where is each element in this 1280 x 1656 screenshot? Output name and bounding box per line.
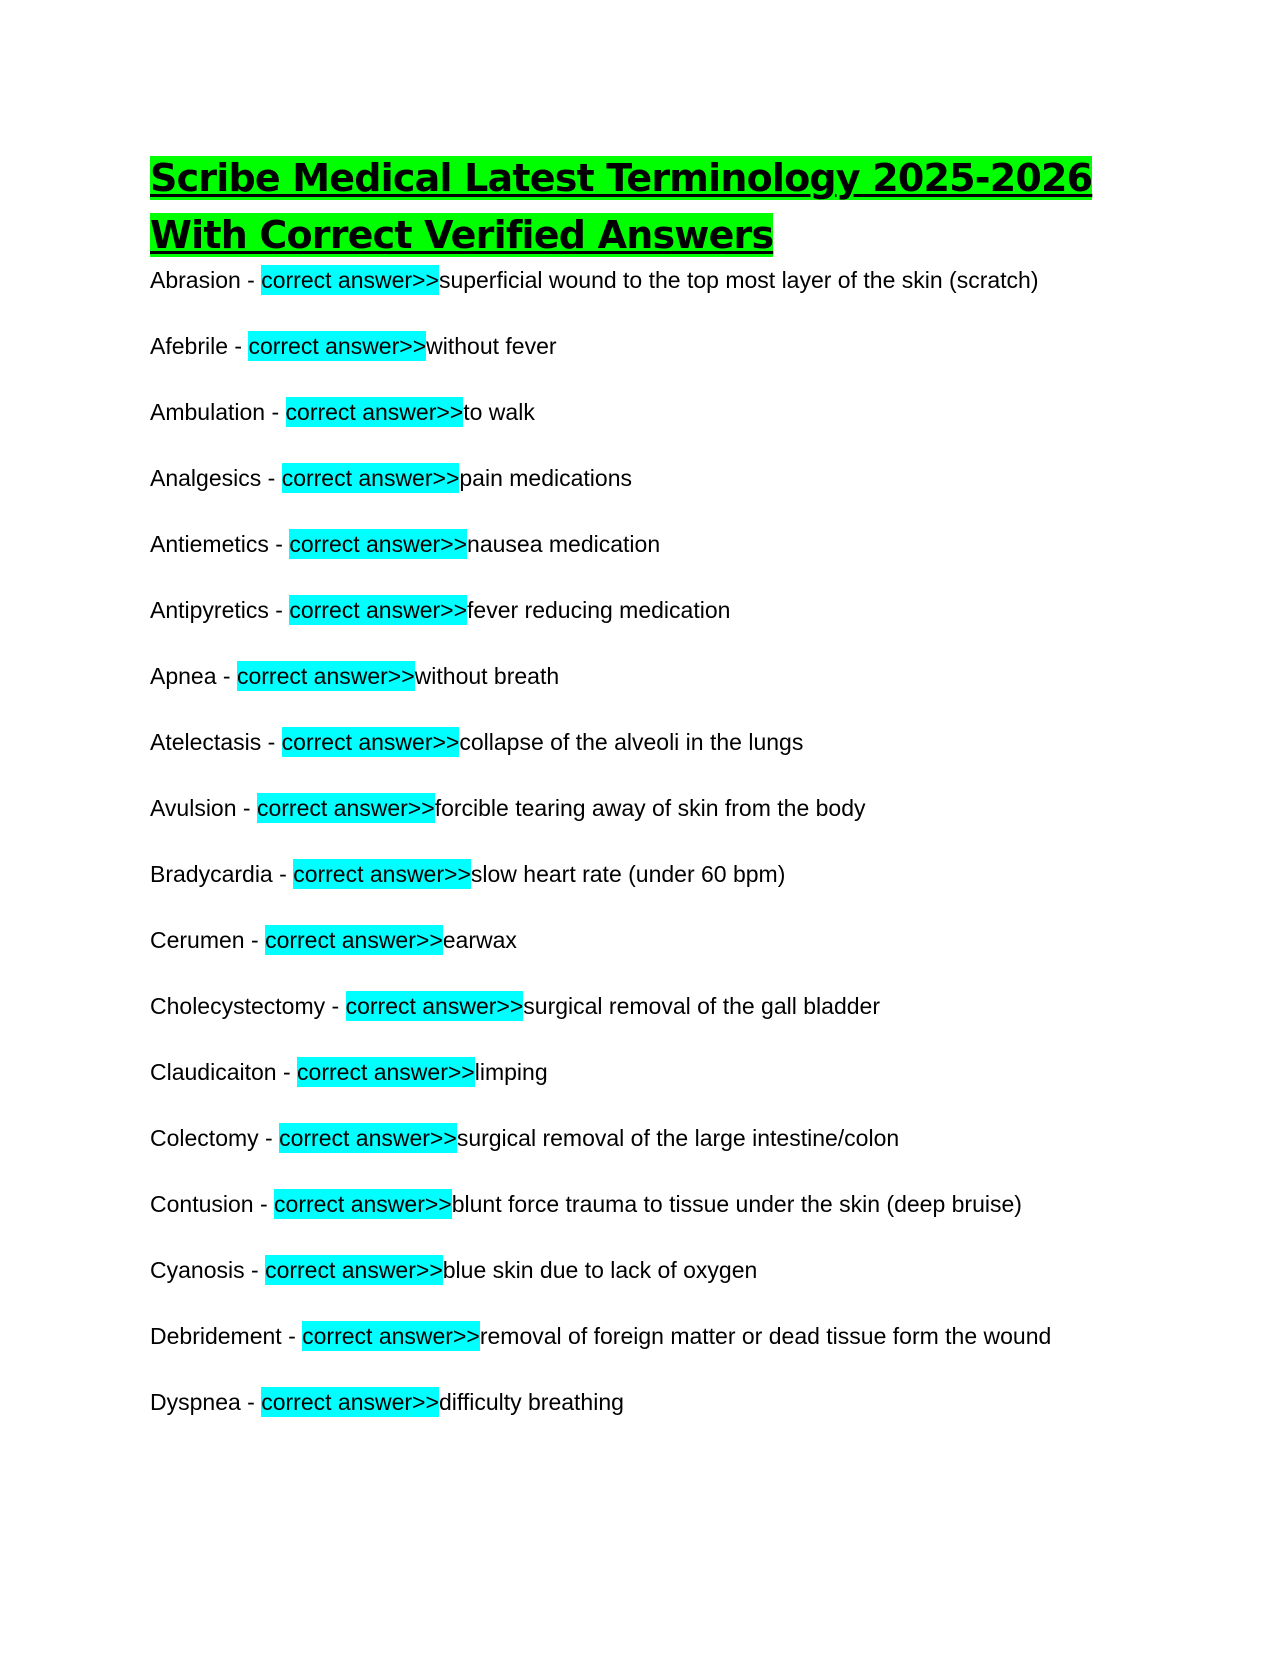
term-name: Atelectasis — [150, 729, 262, 755]
term-name: Contusion — [150, 1191, 254, 1217]
term-name: Ambulation — [150, 399, 266, 425]
term-name: Debridement — [150, 1323, 282, 1349]
answer-marker: correct answer>> — [265, 1257, 443, 1283]
term-definition: forcible tearing away of skin from the body — [434, 795, 866, 821]
term-separator: - — [240, 267, 262, 293]
answer-marker: correct answer>> — [256, 795, 435, 821]
term-separator: - — [268, 597, 290, 623]
answer-marker: correct answer>> — [236, 663, 415, 689]
term-separator: - — [325, 993, 346, 1019]
answer-marker: correct answer>> — [289, 597, 468, 623]
term-separator: - — [272, 861, 294, 887]
term-name: Cholecystectomy — [150, 993, 326, 1019]
term-entry — [150, 396, 1090, 429]
term-entry — [150, 990, 1090, 1023]
term-definition: without breath — [414, 663, 560, 689]
term-name: Bradycardia — [150, 861, 273, 887]
term-separator: - — [261, 729, 282, 755]
answer-marker: correct answer>> — [297, 1059, 475, 1085]
answer-marker: correct answer>> — [281, 465, 460, 491]
term-definition: surgical removal of the large intestine/colon — [456, 1125, 900, 1151]
term-entry — [150, 1320, 1090, 1353]
term-entry — [150, 528, 1090, 561]
answer-marker: correct answer>> — [261, 1389, 439, 1415]
term-definition: blue skin due to lack of oxygen — [442, 1257, 758, 1283]
term-name: Cerumen — [150, 927, 245, 953]
term-name: Cyanosis — [150, 1257, 245, 1283]
term-entry — [150, 1122, 1090, 1155]
term-entry — [150, 858, 1090, 891]
term-separator: - — [281, 1323, 303, 1349]
answer-marker: correct answer>> — [345, 993, 524, 1019]
term-entry — [150, 330, 1090, 363]
term-separator: - — [227, 333, 249, 359]
term-entry — [150, 924, 1090, 957]
term-definition: difficulty breathing — [438, 1389, 624, 1415]
title-line-1: Scribe Medical Latest Terminology 2025-2026 — [150, 156, 1093, 200]
term-definition: collapse of the alveoli in the lungs — [459, 729, 804, 755]
term-name: Claudicaiton — [150, 1059, 277, 1085]
title-line-2: With Correct Verified Answers — [150, 213, 774, 257]
term-definition: without fever — [426, 333, 557, 359]
answer-marker: correct answer>> — [248, 333, 427, 359]
term-definition: slow heart rate (under 60 bpm) — [470, 861, 786, 887]
term-name: Analgesics — [150, 465, 262, 491]
term-name: Dyspnea — [150, 1389, 241, 1415]
answer-marker: correct answer>> — [279, 1125, 457, 1151]
term-entry — [150, 792, 1090, 825]
term-separator: - — [253, 1191, 275, 1217]
term-entry — [150, 1254, 1090, 1287]
term-definition: superficial wound to the top most layer of the skin (scratch) — [438, 267, 1039, 293]
term-entry — [150, 726, 1090, 759]
term-definition: pain medications — [459, 465, 632, 491]
term-separator: - — [276, 1059, 298, 1085]
term-definition: surgical removal of the gall bladder — [523, 993, 880, 1019]
term-entry — [150, 594, 1090, 627]
term-entry — [150, 660, 1090, 693]
document-title — [150, 150, 1140, 264]
term-entry — [150, 1056, 1090, 1089]
term-separator: - — [258, 1125, 280, 1151]
term-definition: to walk — [463, 399, 535, 425]
answer-marker: correct answer>> — [302, 1323, 480, 1349]
answer-marker: correct answer>> — [274, 1191, 452, 1217]
term-separator: - — [216, 663, 237, 689]
term-definition: nausea medication — [467, 531, 661, 557]
term-name: Antipyretics — [150, 597, 269, 623]
term-definition: removal of foreign matter or dead tissue form the wound — [479, 1323, 1052, 1349]
term-definition: limping — [474, 1059, 548, 1085]
term-separator: - — [265, 399, 286, 425]
term-name: Colectomy — [150, 1125, 259, 1151]
answer-marker: correct answer>> — [293, 861, 471, 887]
term-definition: blunt force trauma to tissue under the skin (deep bruise) — [451, 1191, 1022, 1217]
answer-marker: correct answer>> — [289, 531, 468, 557]
term-name: Antiemetics — [150, 531, 269, 557]
term-entry — [150, 462, 1090, 495]
answer-marker: correct answer>> — [261, 267, 439, 293]
term-definition: fever reducing medication — [467, 597, 731, 623]
term-name: Abrasion — [150, 267, 241, 293]
answer-marker: correct answer>> — [265, 927, 443, 953]
terminology-list — [150, 264, 1140, 1419]
term-separator: - — [244, 1257, 266, 1283]
term-separator: - — [236, 795, 257, 821]
term-separator: - — [240, 1389, 262, 1415]
answer-marker: correct answer>> — [281, 729, 460, 755]
term-definition: earwax — [442, 927, 517, 953]
answer-marker: correct answer>> — [285, 399, 464, 425]
term-separator: - — [244, 927, 266, 953]
term-separator: - — [268, 531, 290, 557]
term-name: Apnea — [150, 663, 217, 689]
term-name: Afebrile — [150, 333, 228, 359]
term-separator: - — [261, 465, 282, 491]
term-entry — [150, 1386, 1090, 1419]
term-name: Avulsion — [150, 795, 237, 821]
document-page — [150, 150, 1140, 1452]
term-entry — [150, 264, 1090, 297]
term-entry — [150, 1188, 1090, 1221]
